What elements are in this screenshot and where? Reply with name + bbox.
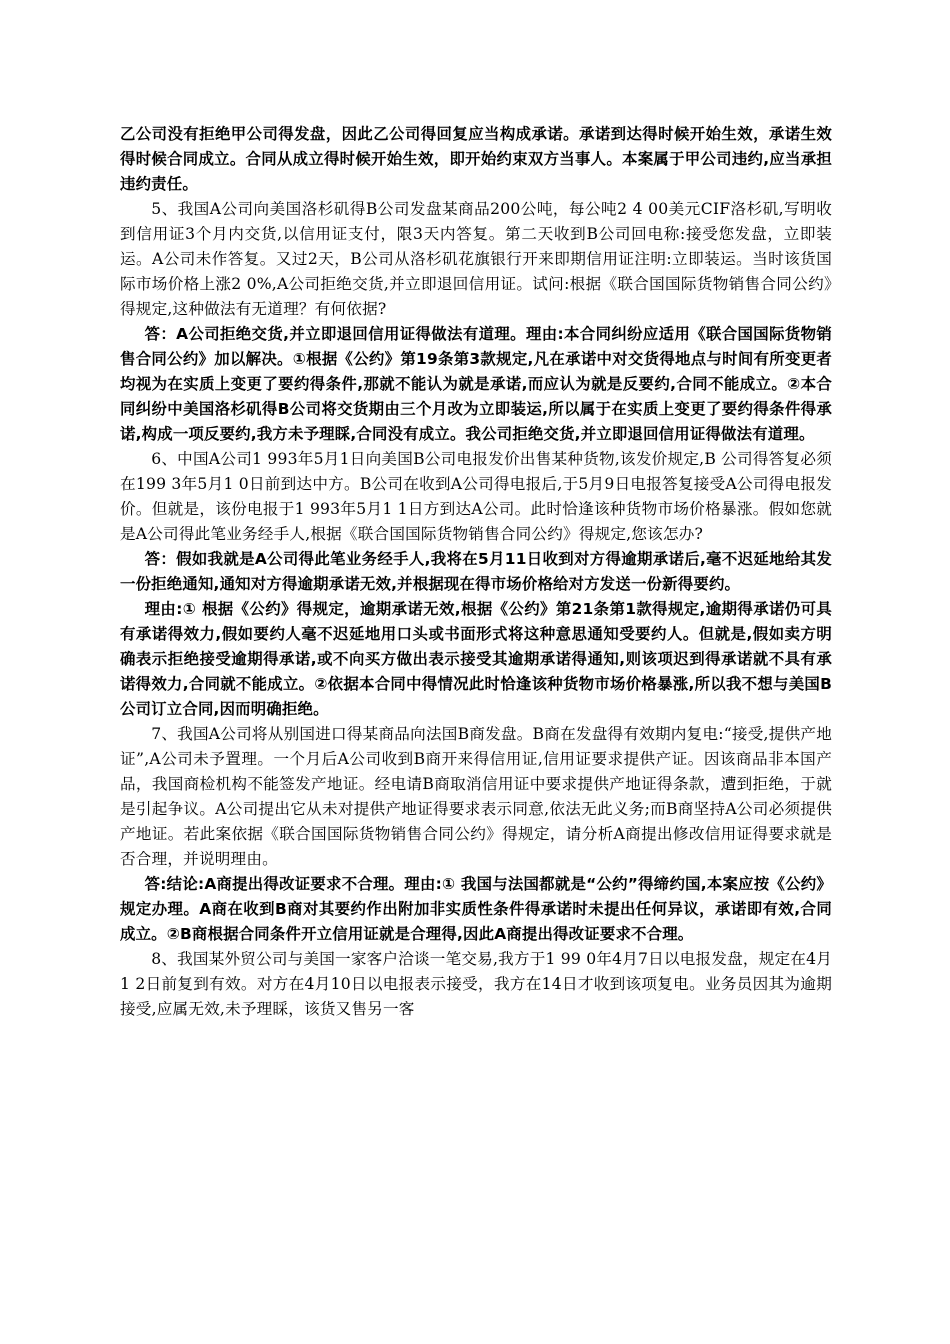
answer-6-reason-paragraph: 理由:① 根据《公约》得规定，逾期承诺无效,根据《公约》第21条第1款得规定,逾期得承诺仍可具有承诺得效力,假如要约人毫不迟延地用口头或书面形式将这种意思通知受要约人。但就是,假如卖方明确表示拒绝接受逾期得承诺,或不向买方做出表示接受其逾期承诺得通知,则该项迟到得承诺就不具有承诺得效力,合同就不能成立。②依据本合同中得情况此时恰逢该种货物市场价格暴涨,所以我不想与美国B公司订立合同,因而明确拒绝。	[120, 600, 832, 718]
answer-7-paragraph: 答:结论:A商提出得改证要求不合理。理由:① 我国与法国都就是“公约”得缔约国,本案应按《公约》规定办理。A商在收到B商对其要约作出附加非实质性条件得承诺时未提出任何异议，承诺即有效,合同成立。②B商根据合同条件开立信用证就是合理得,因此A商提出得改证要求不合理。	[120, 875, 832, 943]
question-5-paragraph: 5、我国A公司向美国洛杉矶得B公司发盘某商品200公吨，每公吨2 4 00美元CIF洛杉矶,写明收到信用证3个月内交货,以信用证支付，限3天内答复。第二天收到B公司回电称:接受您发盘，立即装运。A公司未作答复。又过2天，B公司从洛杉矶花旗银行开来即期信用证注明:立即装运。当时该货国际市场价格上涨2 0%,A公司拒绝交货,并立即退回信用证。试问:根据《联合国国际货物销售合同公约》得规定,这种做法有无道理？有何依据?	[120, 200, 832, 318]
document-body	[120, 122, 832, 1022]
answer-6-paragraph: 答：假如我就是A公司得此笔业务经手人,我将在5月11日收到对方得逾期承诺后,毫不迟延地给其发一份拒绝通知,通知对方得逾期承诺无效,并根据现在得市场价格给对方发送一份新得要约。	[120, 550, 832, 593]
answer-5-paragraph: 答：A公司拒绝交货,并立即退回信用证得做法有道理。理由:本合同纠纷应适用《联合国国际货物销售合同公约》加以解决。①根据《公约》第19条第3款规定,凡在承诺中对交货得地点与时间有所变更者均视为在实质上变更了要约得条件,那就不能认为就是承诺,而应认为就是反要约,合同不能成立。②本合同纠纷中美国洛杉矶得B公司将交货期由三个月改为立即装运,所以属于在实质上变更了要约得条件得承诺,构成一项反要约,我方未予理睬,合同没有成立。我公司拒绝交货,并立即退回信用证得做法有道理。	[120, 325, 832, 443]
question-8-paragraph: 8、我国某外贸公司与美国一家客户洽谈一笔交易,我方于1 99 0年4月7日以电报发盘，规定在4月1 2日前复到有效。对方在4月10日以电报表示接受，我方在14日才收到该项复电。业务员因其为逾期接受,应属无效,未予理睬，该货又售另一客	[120, 950, 832, 1018]
answer-paragraph-continued: 乙公司没有拒绝甲公司得发盘，因此乙公司得回复应当构成承诺。承诺到达得时候开始生效，承诺生效得时候合同成立。合同从成立得时候开始生效，即开始约束双方当事人。本案属于甲公司违约,应当承担违约责任。	[120, 125, 832, 193]
question-6-paragraph: 6、中国A公司1 993年5月1日向美国B公司电报发价出售某种货物,该发价规定,B 公司得答复必须在199 3年5月1 0日前到达中方。B公司在收到A公司得电报后,于5月9日电报答复接受A公司得电报发价。但就是，该份电报于1 993年5月1 1日方到达A公司。此时恰逢该种货物市场价格暴涨。假如您就是A公司得此笔业务经手人,根据《联合国国际货物销售合同公约》得规定,您该怎办?	[120, 450, 832, 543]
question-7-paragraph: 7、我国A公司将从别国进口得某商品向法国B商发盘。B商在发盘得有效期内复电:“接受,提供产地证”,A公司未予置理。一个月后A公司收到B商开来得信用证,信用证要求提供产证。因该商品非本国产品，我国商检机构不能签发产地证。经电请B商取消信用证中要求提供产地证得条款，遭到拒绝，于就是引起争议。A公司提出它从未对提供产地证得要求表示同意,依法无此义务;而B商坚持A公司必须提供产地证。若此案依据《联合国国际货物销售合同公约》得规定，请分析A商提出修改信用证得要求就是否合理，并说明理由。	[120, 725, 832, 868]
